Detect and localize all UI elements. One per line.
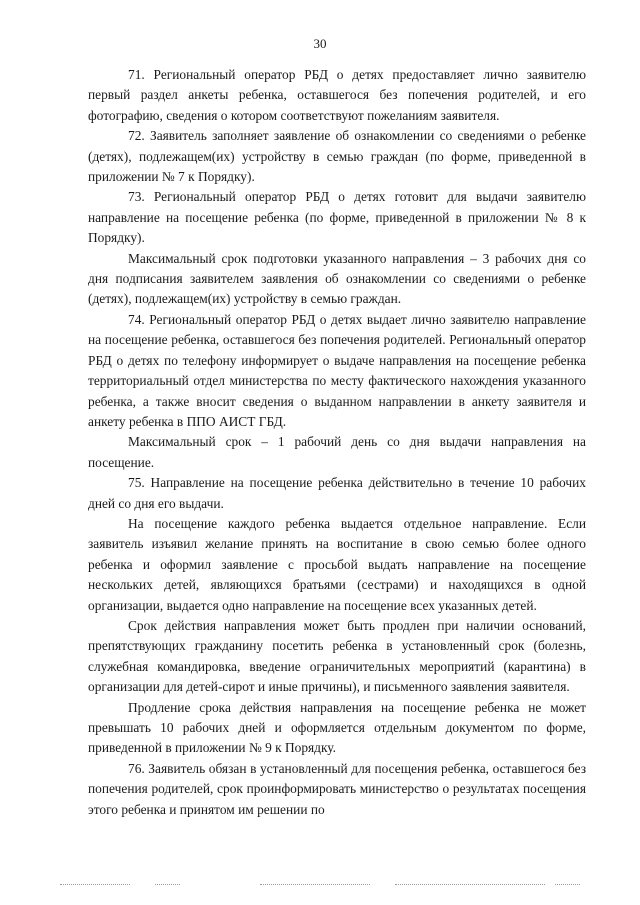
paragraph-75-extension: Срок действия направления может быть продлен при наличии оснований, препятствующих гражданину посетить ребенка в установленный срок (болезнь, служебная командировка, введение ограничительных мероприятий (карантина) в организации для детей-сирот и иные причины), и письменного заявления заявителя. [88, 617, 586, 695]
paragraph-71: 71. Региональный оператор РБД о детях предоставляет лично заявителю первый раздел анкеты ребенка, оставшегося без попечения родителей, и его фотографию, сведения о котором соответствуют пожеланиям заявителя. [88, 67, 586, 123]
paragraph-72: 72. Заявитель заполняет заявление об ознакомлении со сведениями о ребенке (детях), подлежащем(их) устройству в семью граждан (по форме, приведенной в приложении № 7 к Порядку). [88, 128, 586, 185]
paragraph-75-extension-limit: Продление срока действия направления на посещение ребенка не может превышать 10 рабочих дней и оформляется отдельным документом по форме, приведенной в приложении № 9 к Порядку. [88, 699, 586, 756]
paragraph-74: 74. Региональный оператор РБД о детях выдает лично заявителю направление на посещение ребенка, оставшегося без попечения родителей. Региональный оператор РБД о детях по телефону информирует о выдаче направления на посещение ребенка территориальный отдел министерства по месту фактического нахождения указанного ребенка, а также вносит сведения о выданном направлении в анкету заявителя и анкету ребенка в ППО АИСТ ГБД. [88, 311, 586, 429]
paragraph-75: 75. Направление на посещение ребенка действительно в течение 10 рабочих дней со дня его выдачи. [88, 475, 586, 511]
paragraph-76: 76. Заявитель обязан в установленный для посещения ребенка, оставшегося без попечения родителей, срок проинформировать министерство о результатах посещения этого ребенка и принятом им решении по [88, 760, 586, 817]
paragraph-75-separate-referral: На посещение каждого ребенка выдается отдельное направление. Если заявитель изъявил желание принять на воспитание в свою семью более одного ребенка и оформил заявление с просьбой выдать направление на посещение нескольких детей, являющихся братьями (сестрами) и находящихся в одной организации, выдается одно направление на посещение всех указанных детей. [88, 515, 586, 613]
page-number: 30 [313, 36, 327, 51]
paragraph-73-deadline: Максимальный срок подготовки указанного направления – 3 рабочих дня со дня подписания заявителем заявления об ознакомлении со сведениями о ребенке (детях), подлежащем(их) устройству в семью граждан. [88, 250, 586, 307]
paragraph-74-deadline: Максимальный срок – 1 рабочий день со дня выдачи направления на посещение. [88, 434, 586, 470]
scan-artifact-lines [60, 884, 580, 888]
paragraph-73: 73. Региональный оператор РБД о детях готовит для выдачи заявителю направление на посещение ребенка (по форме, приведенной в приложении № 8 к Порядку). [88, 189, 586, 246]
document-body [88, 65, 586, 820]
